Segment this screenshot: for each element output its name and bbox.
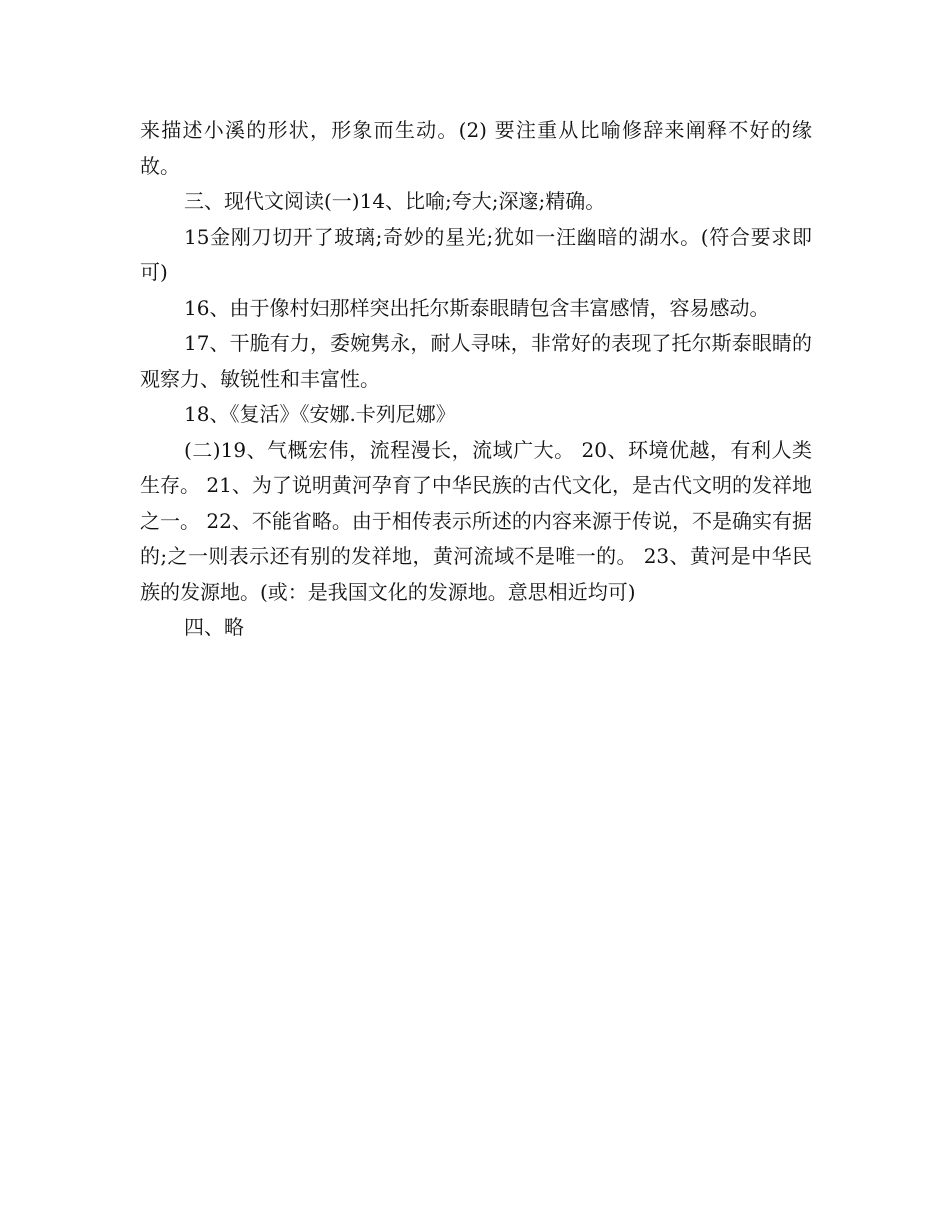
paragraph-part-two-answers: (二)19、气概宏伟，流程漫长，流域广大。 20、环境优越，有利人类生存。 21、为了说明黄河孕育了中华民族的古代文化，是古代文明的发祥地之一。 22、不能省略。由于相传表示所述的内容来源于传说，不是确实有据的;之一则表示还有别的发祥地，黄河流域不是唯一的。 23、黄河是中华民族的发源地。(或：是我国文化的发源地。意思相近均可): [140, 437, 812, 604]
document-page: [140, 113, 812, 646]
paragraph-section-three-heading: 三、现代文阅读(一)14、比喻;夸大;深邃;精确。: [184, 189, 606, 213]
paragraph-answer-15: 15金刚刀切开了玻璃;奇妙的星光;犹如一汪幽暗的湖水。(符合要求即可): [140, 224, 812, 284]
paragraph-answer-18: 18、《复活》《安娜.卡列尼娜》: [184, 402, 456, 426]
paragraph-continuation: 来描述小溪的形状，形象而生动。(2) 要注重从比喻修辞来阐释不好的缘故。: [140, 118, 812, 178]
paragraph-section-four: 四、略: [184, 615, 244, 639]
paragraph-answer-16: 16、由于像村妇那样突出托尔斯泰眼睛包含丰富感情，容易感动。: [184, 295, 770, 320]
paragraph-answer-17: 17、干脆有力，委婉隽永，耐人寻味，非常好的表现了托尔斯泰眼睛的观察力、敏锐性和丰富性。: [140, 331, 812, 391]
